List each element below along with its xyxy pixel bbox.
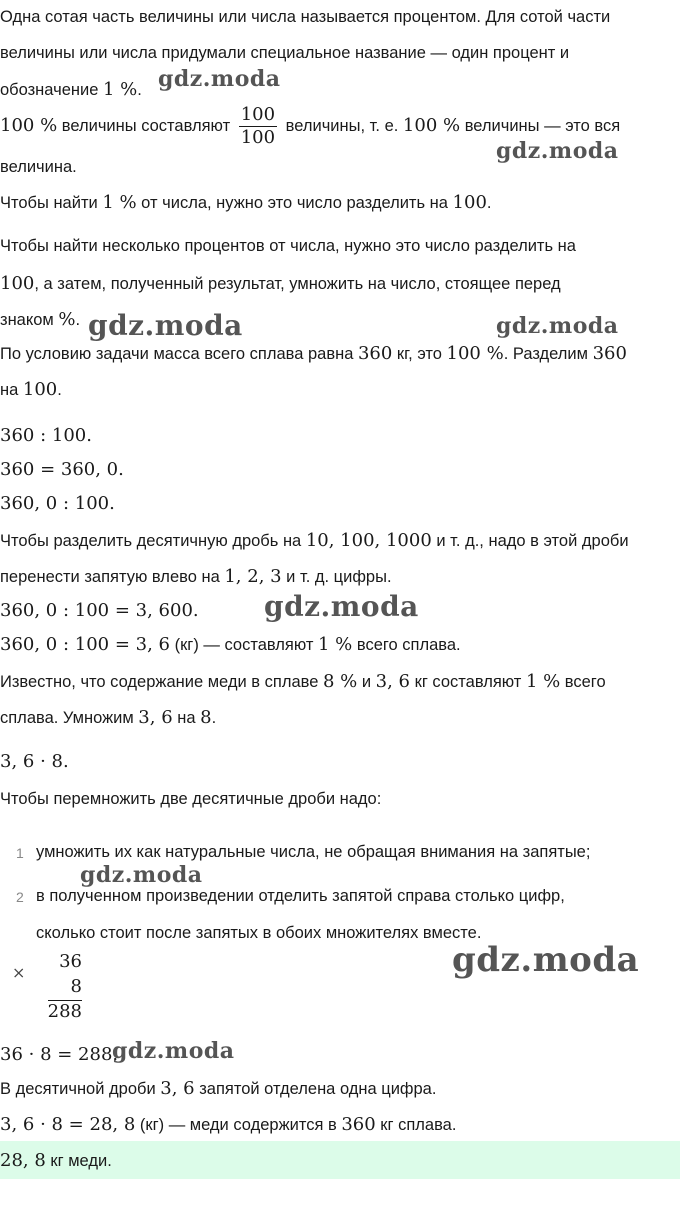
text-line: 360, 0 : 100 = 3, 6 (кг) — составляют 1 % всего сплава. <box>0 634 461 655</box>
text-line: Чтобы перемножить две десятичные дроби надо: <box>0 790 382 808</box>
fraction: $\frac{100}{100}$ <box>240 104 276 148</box>
list-number: 2 <box>16 889 24 905</box>
text-line: Чтобы найти несколько процентов от числа, нужно это число разделить на <box>0 237 576 255</box>
text-line: перенести запятую влево на 1, 2, 3 и т. д. цифры. <box>0 566 392 587</box>
multiplicand: 36 <box>59 951 82 972</box>
text-line: В десятичной дроби 3, 6 запятой отделена одна цифра. <box>0 1078 437 1099</box>
equation: 360 : 100. <box>0 425 92 446</box>
text-line: Чтобы разделить десятичную дробь на 10, 100, 1000 и т. д., надо в этой дроби <box>0 530 629 551</box>
equation: 360, 0 : 100. <box>0 493 115 514</box>
text-line: Известно, что содержание меди в сплаве 8 % и 3, 6 кг составляют 1 % всего <box>0 671 606 692</box>
list-item-continuation: сколько стоит после запятых в обоих множителях вместе. <box>36 924 482 942</box>
watermark: gdz.moda <box>264 590 419 623</box>
watermark: gdz.moda <box>112 1038 235 1064</box>
list-item: в полученном произведении отделить запятой справа столько цифр, <box>36 887 565 905</box>
watermark: gdz.moda <box>158 66 281 92</box>
text-line: величина. <box>0 158 77 176</box>
answer-text: 28, 8 кг меди. <box>0 1150 112 1171</box>
text-line: на 100. <box>0 379 62 400</box>
text-line: 100, а затем, полученный результат, умножить на число, стоящее перед <box>0 273 561 294</box>
list-item: умножить их как натуральные числа, не обращая внимания на запятые; <box>36 843 591 861</box>
text-line: обозначение 1 %. <box>0 79 142 100</box>
text-line: 3, 6 · 8 = 28, 8 (кг) — меди содержится в 360 кг сплава. <box>0 1114 457 1135</box>
product: 288 <box>47 1001 82 1022</box>
equation: 360, 0 : 100 = 3, 600. <box>0 600 199 621</box>
watermark: gdz.moda <box>80 862 203 888</box>
watermark: gdz.moda <box>496 313 619 339</box>
equation: 360 = 360, 0. <box>0 459 124 480</box>
list-number: 1 <box>16 845 24 861</box>
text-line: величины или числа придумали специальное название — один процент и <box>0 44 570 62</box>
multiplier: 8 <box>70 976 82 997</box>
multiply-sign: × <box>12 963 26 982</box>
text-line: Чтобы найти 1 % от числа, нужно это число разделить на 100. <box>0 192 492 213</box>
watermark: gdz.moda <box>452 940 640 980</box>
text-line: сплава. Умножим 3, 6 на 8. <box>0 707 217 728</box>
equation: 36 · 8 = 288. <box>0 1044 119 1065</box>
text-line: По условию задачи масса всего сплава равна 360 кг, это 100 %. Разделим 360 <box>0 343 627 364</box>
text-line: 100 % величины составляют $\frac{100}{100}$ величины, т. е. 100 % величины — это вся <box>0 104 621 148</box>
text-line: знаком %. <box>0 309 81 330</box>
text-line: Одна сотая часть величины или числа называется процентом. Для сотой части <box>0 8 611 26</box>
watermark: gdz.moda <box>496 138 619 164</box>
watermark: gdz.moda <box>88 309 243 342</box>
answer-box <box>0 1141 680 1179</box>
equation: 3, 6 · 8. <box>0 751 69 772</box>
